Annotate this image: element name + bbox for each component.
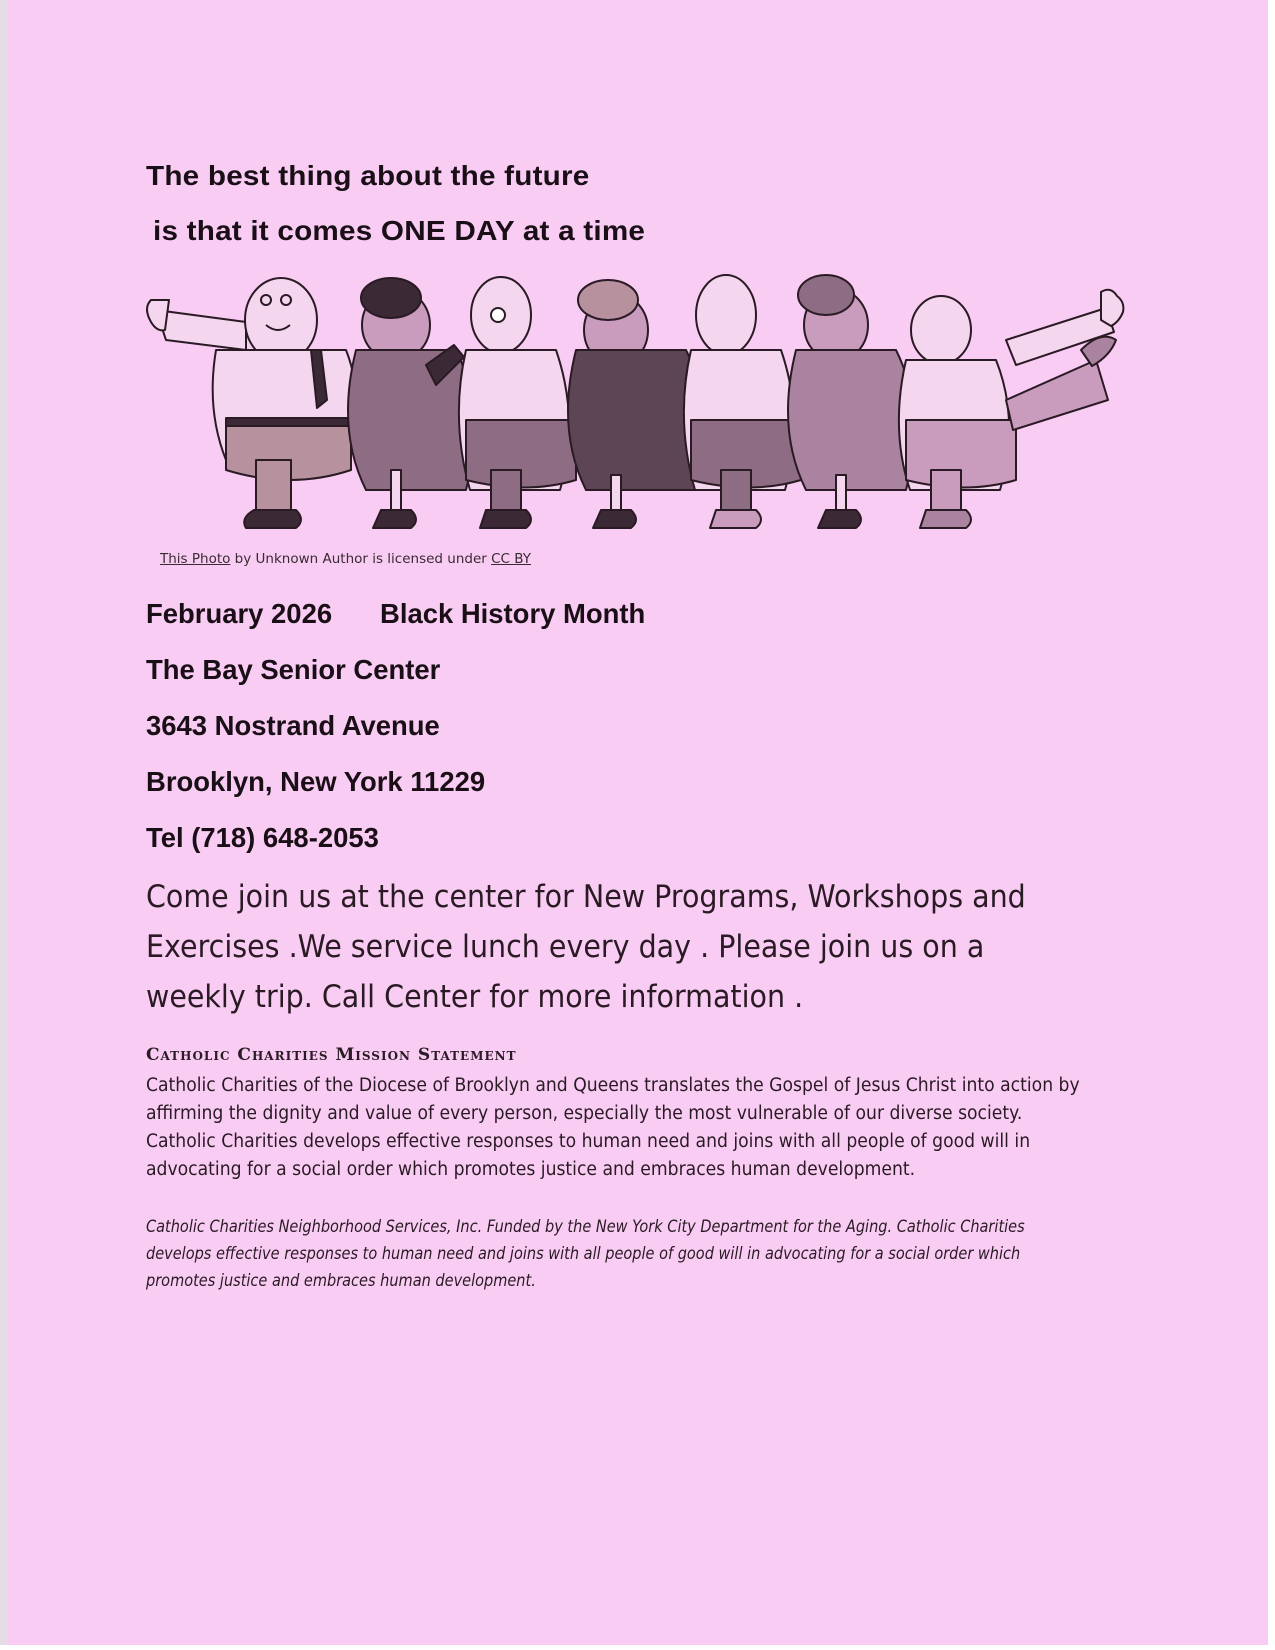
photo-link[interactable]: This Photo [160, 551, 231, 567]
street-address: 3643 Nostrand Avenue [146, 710, 440, 741]
scan-edge [0, 0, 8, 1645]
invitation-text: Come join us at the center for New Programs, Workshops and Exercises .We service lunch every day . Please join us on a weekly trip. Call Center for more information . [146, 879, 1026, 1015]
chorus-line-illustration [146, 270, 1136, 540]
phone-number: Tel (718) 648-2053 [146, 822, 379, 853]
mission-title: Catholic Charities Mission Statement [146, 1045, 517, 1065]
event-month: February 2026 [146, 598, 333, 629]
figure-5 [684, 275, 801, 528]
figure-6 [788, 275, 914, 528]
figure-3 [459, 277, 576, 528]
headline-line-2: is that it comes ONE DAY at a time [153, 215, 646, 246]
mission-statement: Catholic Charities of the Diocese of Brooklyn and Queens translates the Gospel of Jesus Christ into action by affirming the dignity and value of every person, especially the most vulnerable of our diverse society. Catholic Charities develops effective responses to human need and joins with all people of good will in advocating for a social order which promotes justice and embraces human development. [146, 1075, 1080, 1180]
figure-2 [348, 278, 474, 528]
center-name: The Bay Senior Center [146, 654, 441, 685]
funding-statement: Catholic Charities Neighborhood Services, Inc. Funded by the New York City Department for the Aging. Catholic Charities develops effective responses to human need and joins with all people of good will in advocating for a social order which promotes justice and embraces human development. [146, 1217, 1025, 1290]
license-link[interactable]: CC BY [491, 551, 532, 567]
headline-line-1: The best thing about the future [146, 160, 590, 191]
observance-title: Black History Month [380, 598, 646, 629]
city-state-zip: Brooklyn, New York 11229 [146, 766, 486, 797]
image-attribution [160, 551, 531, 567]
attribution-text: by Unknown Author is licensed under [230, 551, 492, 567]
figure-1 [213, 278, 356, 528]
